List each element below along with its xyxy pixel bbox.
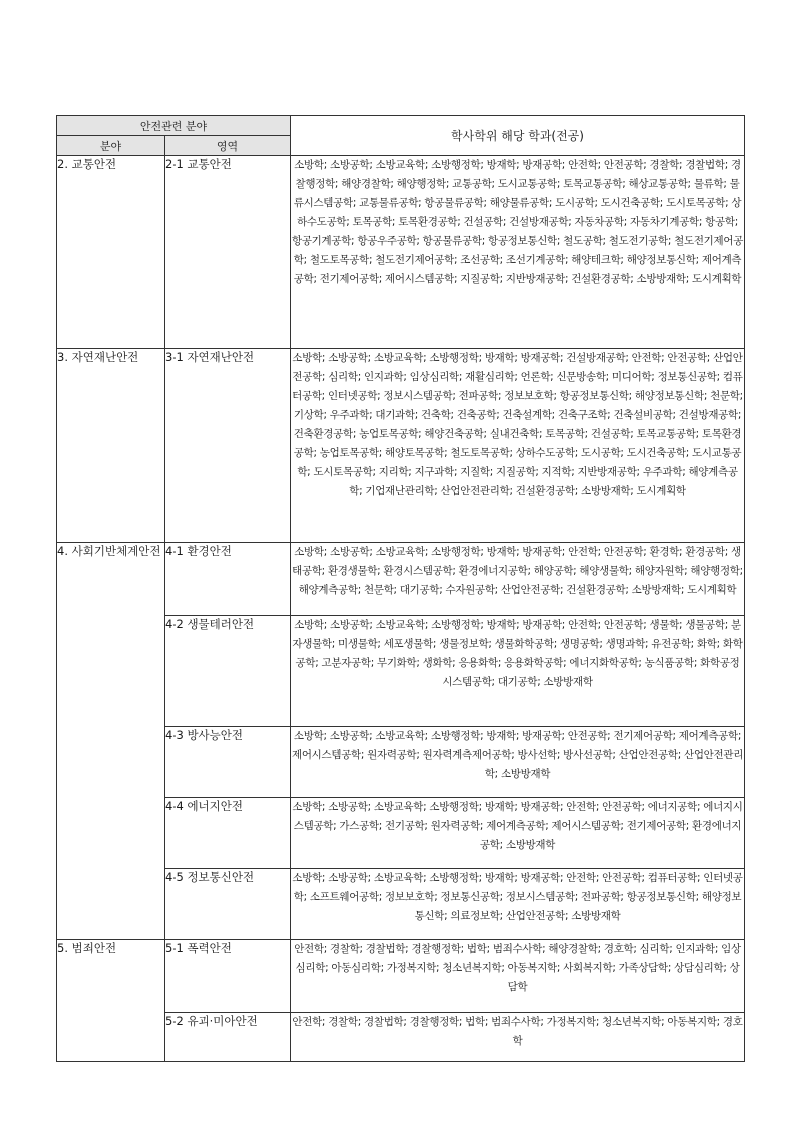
majors-cell: 소방학; 소방공학; 소방교육학; 소방행정학; 방재학; 방재공학; 안전학; 안전공학; 경찰학; 경찰법학; 경찰행정학; 해양경찰학; 해양행정학; 교통공학; 도시교통공학; 토목교통공학; 해상교통공학; 물류학; 물류시스템공학; 교통물류공학; 항공물류공학; 해양물류공학; 도시공학; 도시건축공학; 도시토목공학; 상하수도공학; 토목공학; 토목환경공학; 건설공학; 건설방재공학; 자동차공학; 자동차기계공학; 항공학; 항공기계공학; 항공우주공학; 항공물류공학; 항공정보통신학; 철도공학; 철도전기공학; 철도전기제어공학; 철도토목공학; 철도전기제어공학; 조선공학; 조선기계공학; 해양테크학; 해양정보통신학; 제어계측공학; 전기제어공학; 제어시스템공학; 지질공학; 지반방재공학; 건설환경공학; 소방방재학; 도시계획학 [291,156,745,349]
field-cell: 4. 사회기반체계안전 [57,543,165,940]
header-majors: 학사학위 해당 학과(전공) [291,116,745,156]
majors-cell: 소방학; 소방공학; 소방교육학; 소방행정학; 방재학; 방재공학; 건설방재공학; 안전학; 안전공학; 산업안전공학; 심리학; 인지과학; 임상심리학; 재활심리학; 언론학; 신문방송학; 미디어학; 정보통신공학; 컴퓨터공학; 인터넷공학; 정보시스템공학; 전파공학; 정보보호학; 항공정보통신학; 해양정보통신학; 천문학; 기상학; 우주과학; 대기과학; 건축학; 건축공학; 건축설계학; 건축구조학; 건축설비공학; 건설방재공학; 건축환경공학; 농업토목공학; 해양건축공학; 실내건축학; 토목공학; 건설공학; 토목교통공학; 토목환경공학; 농업토목공학; 해양토목공학; 철도토목공학; 상하수도공학; 도시공학; 도시건축공학; 도시교통공학; 도시토목공학; 지리학; 지구과학; 지질학; 지질공학; 지적학; 지반방재공학; 우주과학; 해양계측공학; 기업재난관리학; 산업안전관리학; 건설환경공학; 소방방재학; 도시계획학 [291,349,745,543]
header-field: 분야 [57,136,165,156]
header-safety-field-group: 안전관련 분야 [57,116,291,136]
area-cell: 4-1 환경안전 [165,543,291,616]
area-cell: 4-2 생물테러안전 [165,616,291,727]
area-cell: 4-5 정보통신안전 [165,869,291,940]
area-cell: 3-1 자연재난안전 [165,349,291,543]
area-cell: 2-1 교통안전 [165,156,291,349]
area-cell: 5-2 유괴·미아안전 [165,1013,291,1062]
area-cell: 5-1 폭력안전 [165,940,291,1013]
header-area: 영역 [165,136,291,156]
table-row [57,349,745,543]
majors-cell: 안전학; 경찰학; 경찰법학; 경찰행정학; 법학; 범죄수사학; 해양경찰학; 경호학; 심리학; 인지과학; 임상심리학; 아동심리학; 가정복지학; 청소년복지학; 아동복지학; 사회복지학; 가족상담학; 상담심리학; 상담학 [291,940,745,1013]
area-cell: 4-4 에너지안전 [165,798,291,869]
majors-cell: 소방학; 소방공학; 소방교육학; 소방행정학; 방재학; 방재공학; 안전학; 안전공학; 컴퓨터공학; 인터넷공학; 소프트웨어공학; 정보보호학; 정보통신공학; 정보시스템공학; 전파공학; 항공정보통신학; 해양정보통신학; 의료정보학; 산업안전공학; 소방방재학 [291,869,745,940]
majors-cell: 소방학; 소방공학; 소방교육학; 소방행정학; 방재학; 방재공학; 안전학; 안전공학; 에너지공학; 에너지시스템공학; 가스공학; 전기공학; 원자력공학; 제어계측공학; 제어시스템공학; 전기제어공학; 환경에너지공학; 소방방재학 [291,798,745,869]
majors-cell: 소방학; 소방공학; 소방교육학; 소방행정학; 방재학; 방재공학; 안전공학; 전기제어공학; 제어계측공학; 제어시스템공학; 원자력공학; 원자력계측제어공학; 방사선학; 방사선공학; 산업안전공학; 산업안전관리학; 소방방재학 [291,727,745,798]
table-row [57,543,745,616]
field-cell: 5. 범죄안전 [57,940,165,1062]
majors-cell: 소방학; 소방공학; 소방교육학; 소방행정학; 방재학; 방재공학; 안전학; 안전공학; 환경학; 환경공학; 생태공학; 환경생물학; 환경시스템공학; 환경에너지공학; 해양공학; 해양생물학; 해양자원학; 해양행정학; 해양계측공학; 천문학; 대기공학; 수자원공학; 산업안전공학; 건설환경공학; 소방방재학; 도시계획학 [291,543,745,616]
header-row-top [57,116,745,136]
majors-cell: 소방학; 소방공학; 소방교육학; 소방행정학; 방재학; 방재공학; 안전학; 안전공학; 생물학; 생물공학; 분자생물학; 미생물학; 세포생물학; 생물정보학; 생물화학공학; 생명공학; 생명과학; 유전공학; 화학; 화학공학; 고분자공학; 무기화학; 생화학; 응용화학; 응용화학공학; 에너지화학공학; 농식품공학; 화학공정시스템공학; 대기공학; 소방방재학 [291,616,745,727]
field-cell: 3. 자연재난안전 [57,349,165,543]
field-cell: 2. 교통안전 [57,156,165,349]
majors-cell: 안전학; 경찰학; 경찰법학; 경찰행정학; 법학; 범죄수사학; 가정복지학; 청소년복지학; 아동복지학; 경호학 [291,1013,745,1062]
table-row [57,156,745,349]
table-row [57,940,745,1013]
area-cell: 4-3 방사능안전 [165,727,291,798]
safety-majors-table [56,115,745,1062]
